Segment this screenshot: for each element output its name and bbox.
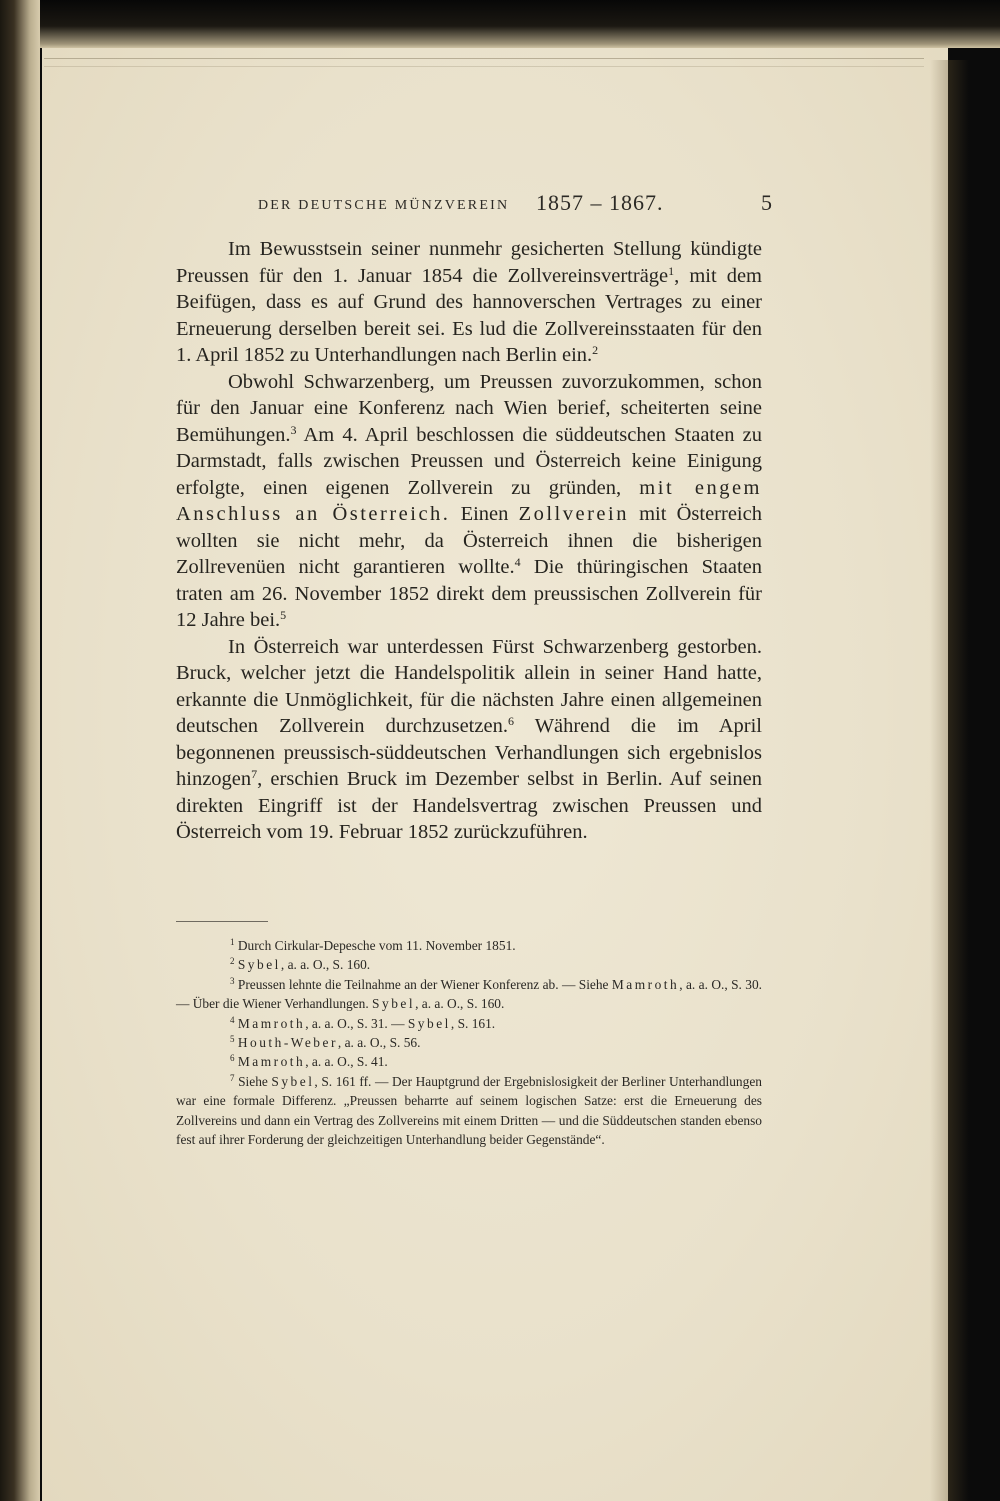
paragraph-text: Obwohl Schwarzenberg, um Preussen zuvorzukommen, schon für den Januar eine Konferenz nach Wien berief, scheiterten seine Bemühungen. — [176, 370, 762, 446]
paragraph-text: , erschien Bruck im Dezember selbst in Berlin. Auf seinen direkten Eingriff ist der Handelsvertrag zwischen Preussen und Österreich vom 19. Februar 1852 zurückzuführen. — [176, 768, 762, 843]
scan-background-top — [0, 0, 1000, 48]
footnote-number: 4 — [230, 1014, 235, 1025]
spaced-emphasis: Houth-Weber — [237, 1035, 338, 1051]
paragraph-2 — [176, 369, 762, 634]
footnote-6 — [176, 1052, 762, 1071]
spaced-emphasis: Sybel — [237, 957, 281, 973]
footnote-ref: 2 — [592, 343, 599, 357]
page-fold-line — [44, 58, 924, 59]
running-header-years: 1857 – 1867. — [536, 190, 664, 215]
footnote-4 — [176, 1014, 762, 1033]
footnote-text: , S. 161 ff. — Der Hauptgrund der Ergebnislosigkeit der Berliner Unterhandlungen war eine formale Differenz. „Preussen beharrte auf seinem logischen Satze: erst die Erneuerung des Zollvereins und dann ein Vertrag des Zollvereins mit einem Dritten — und die Süddeutschen standen ebenso fest auf ihrer Forderung der gleichzeitigen Unterhandlung beider Gegenstände“. — [176, 1073, 762, 1148]
scan-background-left — [0, 0, 40, 1501]
footnote-ref: 5 — [280, 608, 287, 622]
paragraph-1 — [176, 236, 762, 369]
body-text — [176, 236, 762, 846]
running-header-title: DER DEUTSCHE MÜNZVEREIN — [258, 198, 510, 213]
footnote-number: 6 — [230, 1053, 235, 1064]
footnote-text: , S. 161. — [450, 1015, 496, 1031]
spaced-emphasis: Sybel — [372, 996, 416, 1012]
spaced-emphasis: Mamroth — [237, 1015, 306, 1031]
footnote-ref: 1 — [668, 263, 675, 278]
paragraph-text: Die thüringischen Staaten traten am 26. November 1852 direkt dem preussischen Zollverein für 12 Jahre bei. — [176, 556, 762, 631]
footnote-ref: 3 — [290, 422, 297, 437]
spaced-emphasis: Mamroth — [237, 1054, 306, 1070]
footnote-ref: 7 — [251, 767, 258, 781]
paragraph-text: Während die im April begonnenen preussisch-süddeutschen Verhandlungen sich ergebnislos hinzogen — [176, 715, 762, 790]
spaced-emphasis: mit engem Anschluss an Österreich. — [176, 476, 762, 525]
footnote-2 — [176, 955, 762, 974]
footnote-text: , a. a. O., S. 41. — [305, 1054, 388, 1070]
paragraph-3 — [176, 634, 762, 846]
page-fold-line-secondary — [44, 66, 924, 67]
footnote-text: , a. a. O., S. 30. — Über die Wiener Verhandlungen. — [176, 976, 762, 1012]
footnote-ref: 6 — [507, 714, 514, 728]
paragraph-text: , mit dem Beifügen, dass es auf Grund des hannoverschen Vertrages zu einer Erneuerung derselben bereit sei. Es lud die Zollvereinsstaaten für den 1. April 1852 zu Unterhandlungen nach Berlin ein. — [176, 264, 762, 366]
paragraph-text: In Österreich war unterdessen Fürst Schwarzenberg gestorben. Bruck, welcher jetzt die Handelspolitik allein in seiner Hand hatte, erkannte die Unmöglichkeit, für die nächsten Jahre einen allgemeinen deutschen Zollverein durchzusetzen. — [176, 635, 762, 737]
footnote-text: , a. a. O., S. 160. — [415, 996, 505, 1012]
spaced-emphasis: Zollverein — [518, 503, 629, 525]
paragraph-text: Am 4. April beschlossen die süddeutschen Staaten zu Darmstadt, falls zwischen Preussen und Österreich keine Einigung erfolgte, einen eigenen Zollverein zu gründen, — [176, 423, 762, 499]
footnote-number: 7 — [230, 1072, 235, 1083]
footnote-text: , a. a. O., S. 56. — [337, 1035, 421, 1051]
footnote-text: Preussen lehnte die Teilnahme an der Wiener Konferenz ab. — Siehe — [237, 976, 612, 992]
footnote-3 — [176, 975, 762, 1014]
footnote-number: 3 — [230, 975, 235, 986]
footnotes — [176, 936, 762, 1149]
footnote-7 — [176, 1072, 762, 1150]
paragraph-text: mit Österreich wollten sie nicht mehr, da Österreich ihnen die bisherigen Zollrevenüen nicht garantieren wollte. — [176, 503, 762, 578]
spaced-emphasis: Mamroth — [611, 976, 680, 992]
spaced-emphasis: Sybel — [271, 1073, 315, 1089]
footnote-text: Durch Cirkular-Depesche vom 11. November 1851. — [237, 938, 516, 953]
paragraph-text: Im Bewusstsein seiner nunmehr gesicherten Stellung kündigte Preussen für den 1. Januar 1854 die Zollvereinsverträge — [176, 238, 762, 287]
footnote-number: 5 — [230, 1034, 235, 1045]
footnote-ref: 4 — [514, 555, 521, 569]
footnote-text: , a. a. O., S. 160. — [280, 957, 371, 973]
running-header — [258, 190, 772, 224]
footnote-separator — [176, 921, 268, 922]
footnote-text: , a. a. O., S. 31. — — [305, 1015, 408, 1031]
page-shadow — [930, 60, 948, 1501]
scan-background-right — [948, 60, 1000, 1501]
footnote-5 — [176, 1033, 762, 1052]
page-number: 5 — [761, 190, 772, 215]
footnote-text: Siehe — [238, 1073, 272, 1089]
footnote-1 — [176, 936, 762, 955]
footnote-number: 1 — [230, 937, 235, 947]
footnote-number: 2 — [230, 956, 235, 967]
paragraph-text: Einen — [450, 503, 519, 525]
spaced-emphasis: Sybel — [407, 1015, 451, 1031]
